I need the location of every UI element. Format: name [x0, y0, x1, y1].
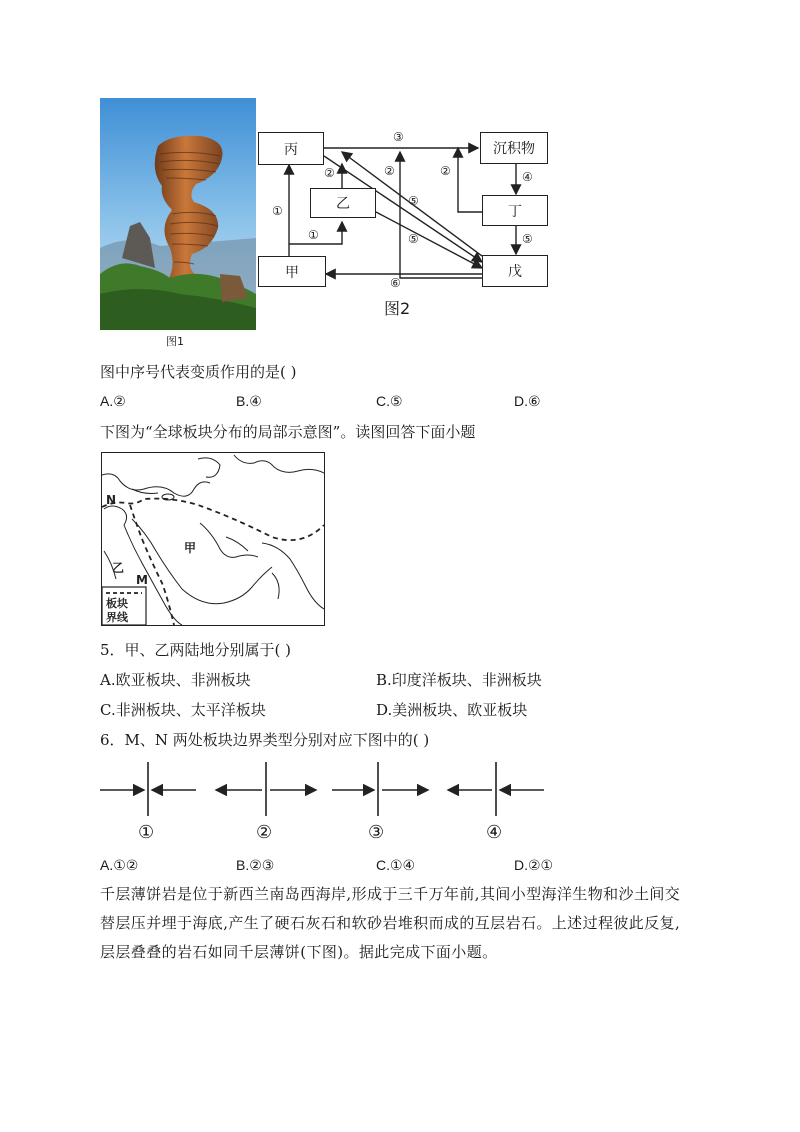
label-a6: ② — [440, 164, 451, 178]
label-a10: ⑤ — [522, 232, 533, 246]
figure-1-caption: 图1 — [166, 335, 184, 348]
map-label-m: M — [136, 573, 148, 587]
label-a4: ② — [324, 166, 335, 180]
label-a3: ③ — [393, 130, 404, 144]
map-legend-line2: 界线 — [106, 611, 128, 624]
box-chenjiwu: 沉积物 — [480, 132, 548, 164]
box-ding: 丁 — [482, 195, 548, 226]
map-label-yi: 乙 — [112, 561, 125, 575]
map-intro: 下图为“全球板块分布的局部示意图”。读图回答下面小题 — [100, 423, 476, 441]
plate-map — [101, 452, 325, 626]
label-a11: ⑥ — [390, 276, 401, 290]
label-a9: ④ — [522, 170, 533, 184]
label-a5: ② — [384, 164, 395, 178]
q6-option-b: B.②③ — [236, 857, 275, 873]
q4-option-b: B.④ — [236, 393, 262, 409]
boundary-types-figure — [98, 760, 548, 850]
q4-option-a: A.② — [100, 393, 126, 409]
label-a7: ⑤ — [408, 194, 419, 208]
map-legend-line1: 板块 — [106, 597, 128, 610]
boundary-label-1: ① — [138, 822, 155, 843]
rock-photo-image — [100, 98, 256, 330]
plate-map-drawing — [102, 453, 324, 625]
q6-stem: 6．M、N 两处板块边界类型分别对应下图中的( ) — [100, 731, 430, 749]
boundary-label-3: ③ — [368, 822, 385, 843]
map-label-n: N — [106, 493, 117, 507]
passage-line-1: 千层薄饼岩是位于新西兰南岛西海岸,形成于三千万年前,其间小型海洋生物和沙土间交 — [100, 885, 681, 903]
box-wu: 戊 — [482, 255, 548, 287]
figure-1-photo — [100, 98, 256, 330]
passage-line-2: 替层压并埋于海底,产生了硬石灰石和软砂岩堆积而成的互层岩石。上述过程彼此反复, — [100, 914, 681, 932]
q6-option-a: A.①② — [100, 857, 139, 873]
q6-option-d: D.②① — [514, 857, 554, 873]
box-yi: 乙 — [310, 188, 376, 218]
boundary-label-4: ④ — [486, 822, 503, 843]
q5-option-a: A.欧亚板块、非洲板块 — [100, 671, 251, 689]
passage-line-3: 层层叠叠的岩石如同千层薄饼(下图)。据此完成下面小题。 — [100, 943, 498, 961]
box-bing: 丙 — [258, 132, 324, 165]
map-label-jia: 甲 — [184, 541, 197, 555]
label-a1: ① — [272, 204, 283, 218]
q4-option-c: C.⑤ — [376, 393, 403, 409]
boundary-label-2: ② — [256, 822, 273, 843]
figure-2-rock-cycle — [258, 128, 558, 318]
figure-2-caption: 图2 — [384, 299, 411, 318]
q5-stem: 5．甲、乙两陆地分别属于( ) — [100, 641, 292, 659]
q4-stem: 图中序号代表变质作用的是( ) — [100, 363, 297, 381]
boundary-arrows — [98, 760, 548, 820]
q6-option-c: C.①④ — [376, 857, 416, 873]
q5-option-d: D.美洲板块、欧亚板块 — [376, 701, 528, 719]
q5-option-b: B.印度洋板块、非洲板块 — [376, 671, 542, 689]
box-jia: 甲 — [258, 256, 326, 287]
q4-option-d: D.⑥ — [514, 393, 541, 409]
q5-option-c: C.非洲板块、太平洋板块 — [100, 701, 266, 719]
label-a2: ① — [308, 228, 319, 242]
label-a8: ⑤ — [408, 232, 419, 246]
